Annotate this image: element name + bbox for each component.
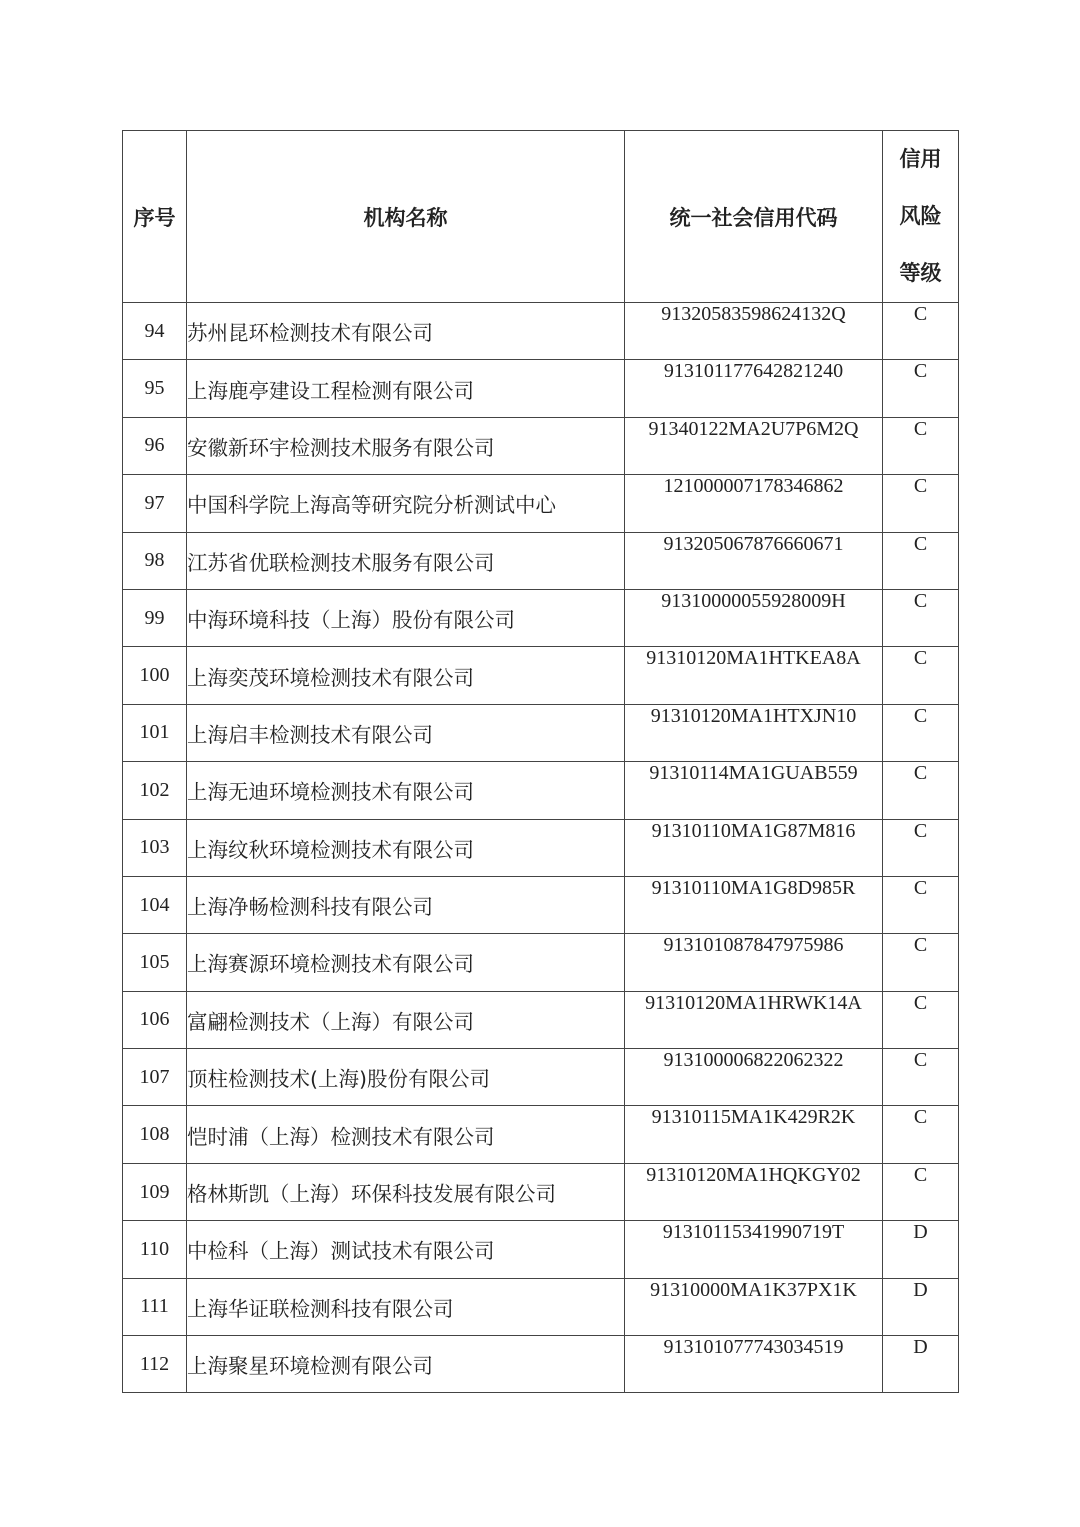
row-name-cell: 上海净畅检测科技有限公司 <box>187 876 625 933</box>
row-seq-cell: 101 <box>123 704 187 761</box>
row-code-cell: 913101087847975986 <box>625 934 883 991</box>
row-level-cell: C <box>883 589 959 646</box>
table-row <box>123 934 959 991</box>
row-seq-cell: 94 <box>123 303 187 360</box>
row-name-cell: 上海无迪环境检测技术有限公司 <box>187 762 625 819</box>
table-header-row <box>123 131 959 303</box>
table-row <box>123 1163 959 1220</box>
row-name-cell: 上海聚星环境检测有限公司 <box>187 1336 625 1393</box>
row-code-cell: 91340122MA2U7P6M2Q <box>625 417 883 474</box>
table-row <box>123 1336 959 1393</box>
row-level-cell: C <box>883 1106 959 1163</box>
row-seq-cell: 106 <box>123 991 187 1048</box>
row-name-cell: 上海鹿亭建设工程检测有限公司 <box>187 360 625 417</box>
table-row <box>123 1278 959 1335</box>
row-code-cell: 91310115MA1K429R2K <box>625 1106 883 1163</box>
row-seq-cell: 108 <box>123 1106 187 1163</box>
row-code-cell: 91310120MA1HQKGY02 <box>625 1163 883 1220</box>
table-row <box>123 991 959 1048</box>
row-code-cell: 91310114MA1GUAB559 <box>625 762 883 819</box>
row-name-cell: 安徽新环宇检测技术服务有限公司 <box>187 417 625 474</box>
row-level-cell: C <box>883 934 959 991</box>
table-row <box>123 1221 959 1278</box>
row-seq-cell: 107 <box>123 1049 187 1106</box>
row-name-cell: 上海纹秋环境检测技术有限公司 <box>187 819 625 876</box>
header-level-line: 风险 <box>899 204 942 228</box>
row-level-cell: D <box>883 1278 959 1335</box>
row-code-cell: 91310110MA1G8D985R <box>625 876 883 933</box>
row-name-cell: 中海环境科技（上海）股份有限公司 <box>187 589 625 646</box>
row-name-cell: 上海启丰检测技术有限公司 <box>187 704 625 761</box>
table-row <box>123 1106 959 1163</box>
row-code-cell: 91320583598624132Q <box>625 303 883 360</box>
row-code-cell: 913205067876660671 <box>625 532 883 589</box>
row-seq-cell: 95 <box>123 360 187 417</box>
row-seq-cell: 98 <box>123 532 187 589</box>
row-level-cell: C <box>883 417 959 474</box>
row-name-cell: 恺时浦（上海）检测技术有限公司 <box>187 1106 625 1163</box>
row-code-cell: 91310120MA1HRWK14A <box>625 991 883 1048</box>
row-name-cell: 中检科（上海）测试技术有限公司 <box>187 1221 625 1278</box>
row-code-cell: 913100006822062322 <box>625 1049 883 1106</box>
row-level-cell: C <box>883 1049 959 1106</box>
row-name-cell: 格林斯凯（上海）环保科技发展有限公司 <box>187 1163 625 1220</box>
row-name-cell: 上海奕茂环境检测技术有限公司 <box>187 647 625 704</box>
table-row <box>123 475 959 532</box>
row-seq-cell: 102 <box>123 762 187 819</box>
row-level-cell: C <box>883 303 959 360</box>
header-level-line: 等级 <box>899 261 942 285</box>
table-row <box>123 303 959 360</box>
table-row <box>123 704 959 761</box>
table-body <box>123 303 959 1393</box>
row-level-cell: C <box>883 360 959 417</box>
row-name-cell: 上海赛源环境检测技术有限公司 <box>187 934 625 991</box>
row-level-cell: C <box>883 532 959 589</box>
row-level-cell: C <box>883 704 959 761</box>
row-level-cell: C <box>883 991 959 1048</box>
table-row <box>123 819 959 876</box>
row-level-cell: D <box>883 1221 959 1278</box>
row-name-cell: 江苏省优联检测技术服务有限公司 <box>187 532 625 589</box>
row-code-cell: 121000007178346862 <box>625 475 883 532</box>
table-row <box>123 876 959 933</box>
row-name-cell: 苏州昆环检测技术有限公司 <box>187 303 625 360</box>
row-name-cell: 顶柱检测技术(上海)股份有限公司 <box>187 1049 625 1106</box>
row-seq-cell: 99 <box>123 589 187 646</box>
credit-risk-table <box>122 130 959 1393</box>
header-code: 统一社会信用代码 <box>625 131 883 303</box>
row-code-cell: 913101077743034519 <box>625 1336 883 1393</box>
table-row <box>123 589 959 646</box>
row-code-cell: 91310120MA1HTKEA8A <box>625 647 883 704</box>
table-row <box>123 647 959 704</box>
row-code-cell: 913101177642821240 <box>625 360 883 417</box>
row-level-cell: C <box>883 1163 959 1220</box>
row-name-cell: 上海华证联检测科技有限公司 <box>187 1278 625 1335</box>
row-seq-cell: 97 <box>123 475 187 532</box>
row-code-cell: 91310110MA1G87M816 <box>625 819 883 876</box>
row-seq-cell: 111 <box>123 1278 187 1335</box>
table-row <box>123 532 959 589</box>
row-level-cell: C <box>883 762 959 819</box>
row-level-cell: C <box>883 876 959 933</box>
row-seq-cell: 96 <box>123 417 187 474</box>
row-code-cell: 91310120MA1HTXJN10 <box>625 704 883 761</box>
table-row <box>123 360 959 417</box>
row-level-cell: C <box>883 647 959 704</box>
row-seq-cell: 109 <box>123 1163 187 1220</box>
row-seq-cell: 100 <box>123 647 187 704</box>
table-row <box>123 762 959 819</box>
row-level-cell: D <box>883 1336 959 1393</box>
row-seq-cell: 105 <box>123 934 187 991</box>
row-name-cell: 富翩检测技术（上海）有限公司 <box>187 991 625 1048</box>
row-level-cell: C <box>883 819 959 876</box>
header-name: 机构名称 <box>187 131 625 303</box>
row-seq-cell: 104 <box>123 876 187 933</box>
row-seq-cell: 110 <box>123 1221 187 1278</box>
row-seq-cell: 103 <box>123 819 187 876</box>
header-level <box>883 131 959 303</box>
row-seq-cell: 112 <box>123 1336 187 1393</box>
row-name-cell: 中国科学院上海高等研究院分析测试中心 <box>187 475 625 532</box>
row-code-cell: 91310115341990719T <box>625 1221 883 1278</box>
row-code-cell: 91310000055928009H <box>625 589 883 646</box>
table-row <box>123 1049 959 1106</box>
row-code-cell: 91310000MA1K37PX1K <box>625 1278 883 1335</box>
table-row <box>123 417 959 474</box>
row-level-cell: C <box>883 475 959 532</box>
header-seq: 序号 <box>123 131 187 303</box>
header-level-line: 信用 <box>899 147 942 171</box>
